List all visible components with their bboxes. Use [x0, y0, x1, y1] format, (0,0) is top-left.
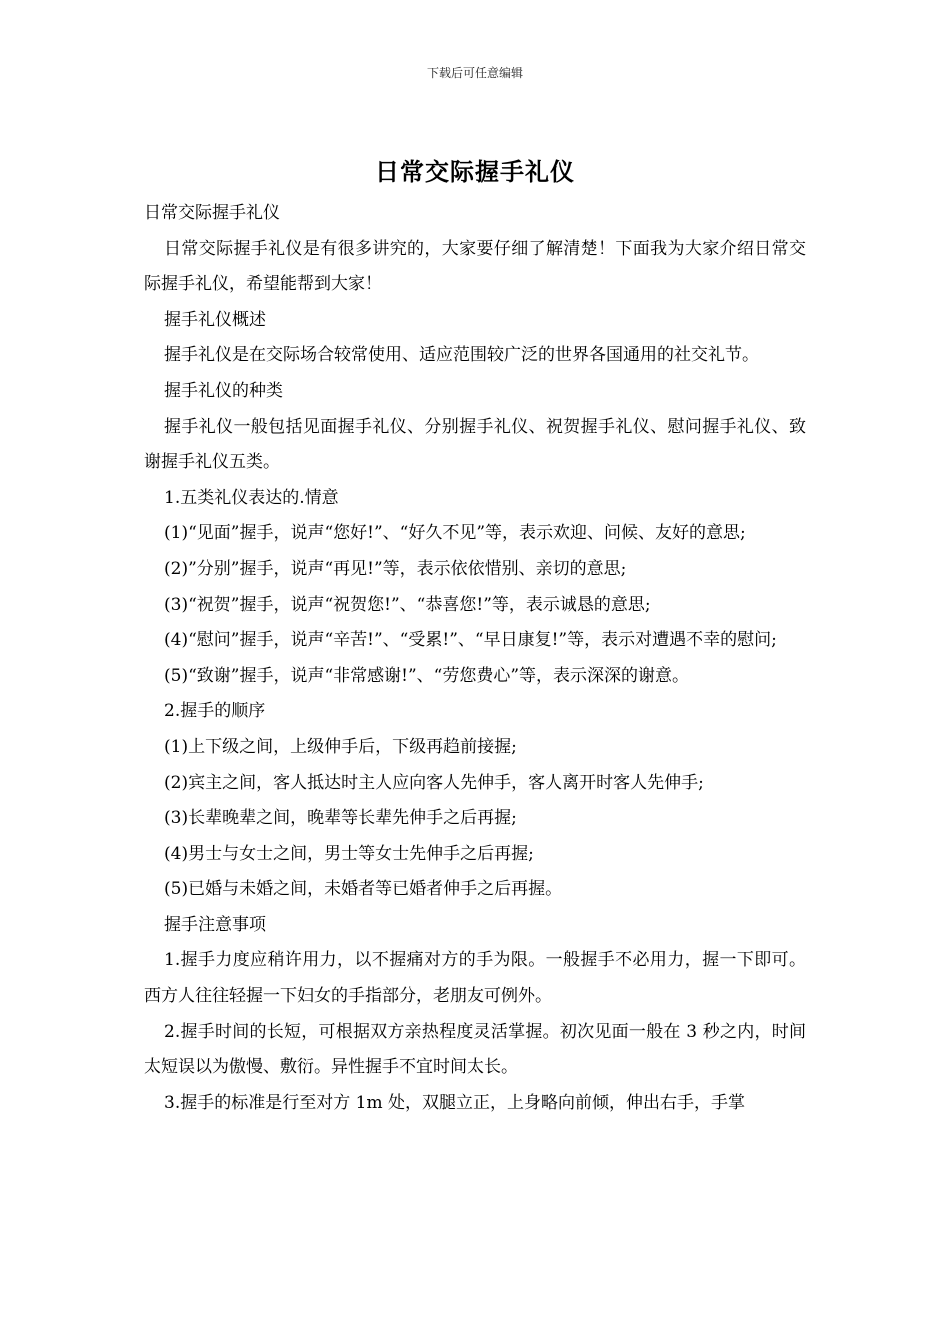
list-item: (3)“祝贺”握手，说声“祝贺您!”、“恭喜您!”等，表示诚恳的意思; [164, 594, 651, 615]
paragraph: 2.握手时间的长短，可根据双方亲热程度灵活掌握。初次见面一般在 3 秒之内，时间太短误以为傲慢、敷衍。异性握手不宜时间太长。 [144, 1021, 806, 1078]
list-item: (2)”分别”握手，说声“再见!”等，表示依依惜别、亲切的意思; [164, 558, 627, 579]
paragraph: 握手礼仪是在交际场合较常使用、适应范围较广泛的世界各国通用的社交礼节。 [164, 345, 759, 366]
subsection-heading: 1.五类礼仪表达的.情意 [164, 487, 339, 508]
list-item: (3)长辈晚辈之间，晚辈等长辈先伸手之后再握; [164, 808, 517, 829]
paragraph: 3.握手的标准是行至对方 1m 处，双腿立正，上身略向前倾，伸出右手，手掌 [164, 1092, 745, 1113]
list-item: (2)宾主之间，客人抵达时主人应向客人先伸手，客人离开时客人先伸手; [164, 772, 704, 793]
paragraph: 握手礼仪一般包括见面握手礼仪、分别握手礼仪、祝贺握手礼仪、慰问握手礼仪、致谢握手礼仪五类。 [144, 416, 806, 473]
list-item: (5)已婚与未婚之间，未婚者等已婚者伸手之后再握。 [164, 879, 563, 900]
paragraph: 1.握手力度应稍许用力，以不握痛对方的手为限。一般握手不必用力，握一下即可。西方人往往轻握一下妇女的手指部分，老朋友可例外。 [144, 950, 806, 1007]
section-heading: 握手礼仪的种类 [164, 380, 283, 401]
section-heading: 握手注意事项 [164, 914, 266, 935]
list-item: (5)“致谢”握手，说声“非常感谢!”、“劳您费心”等，表示深深的谢意。 [164, 665, 690, 686]
paragraph: 日常交际握手礼仪 [144, 203, 280, 223]
document-title: 日常交际握手礼仪 [375, 158, 575, 186]
section-heading: 握手礼仪概述 [164, 309, 266, 330]
document-body [144, 196, 806, 1121]
list-item: (1)上下级之间，上级伸手后，下级再趋前接握; [164, 736, 517, 757]
subsection-heading: 2.握手的顺序 [164, 701, 266, 722]
list-item: (1)“见面”握手，说声“您好!”、“好久不见”等，表示欢迎、问候、友好的意思; [164, 523, 746, 544]
list-item: (4)“慰问”握手，说声“辛苦!”、“受累!”、“早日康复!”等，表示对遭遇不幸的慰问; [164, 630, 777, 651]
page-header-note: 下载后可任意编辑 [426, 66, 523, 80]
list-item: (4)男士与女士之间，男士等女士先伸手之后再握; [164, 843, 534, 864]
paragraph: 日常交际握手礼仪是有很多讲究的，大家要仔细了解清楚！下面我为大家介绍日常交际握手礼仪，希望能帮到大家！ [144, 238, 806, 295]
